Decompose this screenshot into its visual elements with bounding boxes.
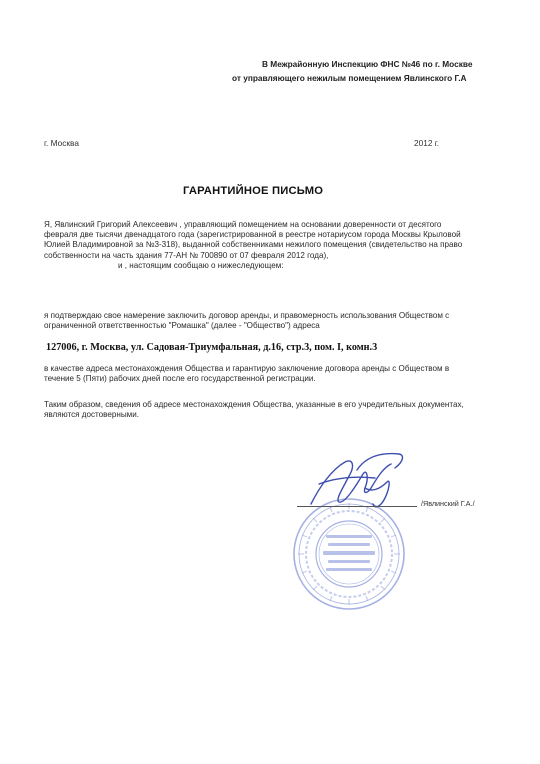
place-of-writing: г. Москва: [44, 138, 79, 148]
signature-line: [297, 506, 417, 507]
paragraph-line: являются достоверными.: [44, 410, 140, 420]
paragraph-line: ограниченной ответственностью "Ромашка" (далее - "Общество") адреса: [44, 321, 320, 331]
paragraph-line: Я, Явлинский Григорий Алексеевич , управляющий помещением на основании доверенности от десятого: [44, 220, 442, 229]
paragraph-line: в качестве адреса местонахождения Общества и гарантирую заключение договора аренды с Обществом в: [44, 364, 450, 373]
registered-address: 127006, г. Москва, ул. Садовая-Триумфальная, д.16, стр.3, пом. I, комн.3: [46, 342, 378, 353]
paragraph-line: февраля две тысячи двенадцатого года (зарегистрированной в реестре нотариусом города Москвы Крыловой: [44, 230, 461, 240]
document-title: ГАРАНТИЙНОЕ ПИСЬМО: [183, 185, 324, 197]
paragraph-line: собственности на часть здания 77-АН № 700890 от 07 февраля 2012 года),: [44, 250, 329, 260]
paragraph-intent: [44, 311, 449, 331]
paragraph-line: Юлией Владимировной за №3-318), выданной собственниками нежилого помещения (свидетельство на право: [44, 240, 463, 250]
letter-year: 2012 г.: [414, 138, 440, 148]
paragraph-intro: [44, 220, 462, 271]
paragraph-line: и , настоящим сообщаю о нижеследующем:: [118, 260, 284, 270]
sender-line: от управляющего нежилым помещением Явлинского Г.А: [232, 73, 467, 83]
paragraph-line: я подтверждаю свое намерение заключить договор аренды, и правомерность использования Обществом с: [44, 311, 450, 320]
paragraph-line: течение 5 (Пяти) рабочих дней после его государственной регистрации.: [44, 374, 316, 384]
paragraph-conclusion: [44, 400, 464, 420]
addressee-line: В Межрайонную Инспекцию ФНС №46 по г. Москве: [262, 59, 473, 69]
handwritten-signature: [305, 448, 415, 518]
paragraph-line: Таким образом, сведения об адресе местонахождения Общества, указанные в его учредительных документах,: [44, 400, 464, 409]
paragraph-guarantee: [44, 364, 449, 384]
signatory-caption: /Явлинский Г.А./: [421, 499, 475, 508]
